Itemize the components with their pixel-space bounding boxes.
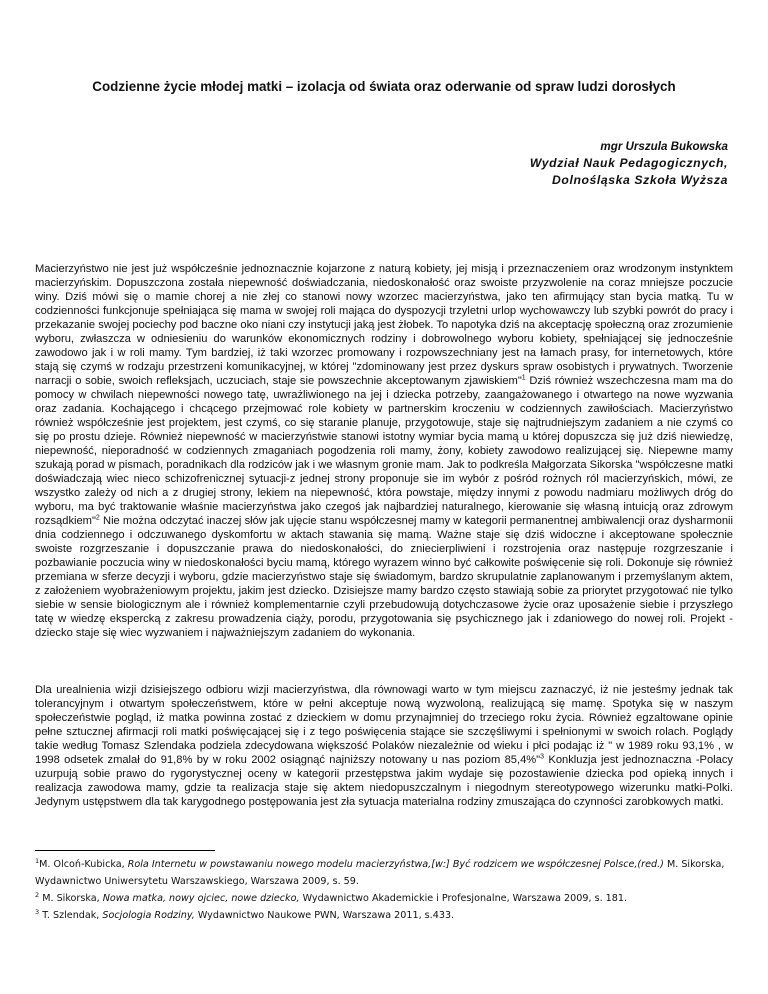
footnote-text: M. Sikorska, [39,893,103,904]
paragraph-text: Nie można odczytać inaczej słów jak ujęcie stanu współczesnej mamy w kategorii permanentnej ambiwalencji oraz dysharmonii dnia codziennego i odczuwanego dyskomfortu w aktach stawania się mamą. Ważne staje się dziś widoczne i akceptowane społecznie swoiste rozgrzeszanie i dopuszczanie prawa do niedoskonałości, do zniecierpliwieni i rozstrojenia oraz następuje rozgrzeszanie i pozbawianie poczucia winy w niedoskonałości byciu mamą, którego wyrazem winno być całkowite poświęcenie się roli. Dokonuje się również przemiana w sferze decyzji i wyboru, gdzie macierzyństwo staje się świadomym, bardzo skrupulatnie zaplanowanym i przemyślanym aktem, z założeniem wyobrażeniowym projektu, jakim jest dziecko. Dzisiejsze mamy bardzo często stawiają sobie za priorytet przygotować nie tylko siebie w sensie biologicznym ale i również komplementarnie czyli przebudowują dotychczasowe życie oraz uposażenie siebie i przyszłego tatę w wiedzę ekspercką z zakresu prowadzenia ciąży, porodu, przygotowania się psychicznego jak i zdaniowego do nowej roli. Projekt - dziecko staje się wiec wyzwaniem i najważniejszym zadaniem do wykonania. [35,515,733,639]
footnotes [35,856,733,924]
affiliation-school: Dolnośląska Szkoła Wyższa [552,173,728,187]
footnote-text: T. Szlendak, [39,910,103,921]
paragraph-text: Konkluzja jest jednoznaczna -Polacy uzurpują sobie prawo do rygorystycznej oceny w kategorii przestępstwa jakim wydaje się pozostawienie dziecka pod opieką innych i realizacja zawodowa mamy, gdzie ta realizacja staje się aktem niedopuszczalnym i niegodnym stereotypowego wizerunku matki-Polki. Jedynym ustępstwem dla tak karygodnego postępowania jest zła sytuacja materialna rodziny zmuszająca do czynności zarobkowych matki. [35,754,733,808]
affiliation-faculty: Wydział Nauk Pedagogicznych, [529,156,728,170]
footnote-number: 3 [35,907,40,916]
footnote-1 [35,856,733,890]
author-block [308,138,728,189]
footnote-text: M. Olcoń-Kubicka, [39,859,128,870]
footnote-text: Wydawnictwo Akademickie i Profesjonalne, Warszawa 2009, s. 181. [299,893,628,904]
footnote-3 [35,907,733,924]
footnote-ref-1[interactable]: 1 [521,374,526,382]
footnote-text: M. Sikorska, Wydawnictwo Uniwersytetu Warszawskiego, Warszawa 2009, s. 59. [35,859,725,887]
footnote-number: 1 [35,856,40,865]
footnote-text: Wydawnictwo Naukowe PWN, Warszawa 2011, s.433. [194,910,455,921]
footnote-separator [35,850,215,851]
footnote-2 [35,890,733,907]
footnote-ref-2[interactable]: 2 [95,514,100,522]
body-paragraph-1 [35,262,733,640]
paragraph-text: Dziś również wszechczesna mam ma do pomocy w chwilach niepewności nowego tatę, uwrażliwionego na jej i dziecka potrzeby, zaangażowanego i otwartego na nowe wyzwania oraz zadania. Kochającego i chcącego przejmować role kobiety w partnerskim kroczeniu w codziennych zawiłościach. Macierzyństwo również współcześnie jest projektem, jest czymś, co się staranie planuje, przygotowuje, staje się najtrudniejszym zadaniem a nie czymś co się po prostu dzieje. Również niepewność w macierzyństwie stanowi istotny wymiar bycia mamą u której dopuszcza się już dziś niewiedzę, niepewność, nieporadność w codziennych zmaganiach pogodzenia roli mamy, żony, kobiety zawodowo realizującej się. Niepewne mamy szukają porad w pismach, poradnikach dla rodziców jak i we własnym gronie mam. Jak to podkreśla Małgorzata Sikorska "współczesne matki doświadczają wiec nieco schizofrenicznej sytuacji-z jednej strony proponuje sie im wybór z pośród rożnych ról macierzyńskich, mówi, ze wszystko zależy od nich a z drugiej strony, lekiem na niepewność, która powstaje, między innymi z powodu nadmiaru możliwych dróg do wyboru, ma być traktowanie właśnie macierzyństwa jako czegoś jak najbardziej naturalnego, kierowanie się własną intuicją oraz zdrowym rozsądkiem" [35,375,734,527]
body-paragraph-2 [35,683,733,809]
paragraph-text: Macierzyństwo nie jest już współcześnie jednoznacznie kojarzone z naturą kobiety, jej misją i przeznaczeniem oraz wrodzonym instynktem macierzyńskim. Dopuszczona została niepewność doświadczania, niedoskonałość oraz swoiste przyzwolenie na coraz mniejsze poczucie winy. Dziś mówi się o mamie chorej a nie złej co stanowi nowy wzorzec macierzyństwa, jako ten afirmujący stan bycia matką. Tu w codzienności funkcjonuje spełniająca się mama w swojej roli mająca do dyspozycji trzyletni urlop wychowawczy lub szybki powrót do pracy i przekazanie swojej pociechy pod baczne oko niani czy instytucji jaką jest żłobek. To napotyka dziś na akceptację społeczną oraz zrozumienie wyboru, zwłaszcza w odniesieniu do warunków ekonomicznych rodziny i dobrowolnego wyboru kobiety, spełniającej się jednocześnie zawodowo jak i w roli mamy. Tym bardziej, iż taki wzorzec promowany i rozpowszechniany jest na łamach prasy, for internetowych, które stają się czymś w rodzaju przestrzeni komunikacyjnej, w której "zdominowany jest przez dyskurs spraw osobistych i prywatnych. Tworzenie narracji o sobie, swoich refleksjach, uczuciach, staje sie powszechnie akceptowanym zjawiskiem" [35,263,733,387]
paragraph-text: Dla urealnienia wizji dzisiejszego odbioru wizji macierzyństwa, dla równowagi warto w tym miejscu zaznaczyć, iż nie jesteśmy jednak tak tolerancyjnym i otwartym społeczeństwem, które w pełni akceptuje nową wyzwoloną, realizującą się mamę. Spotyka się w naszym społeczeństwie pogląd, iż matka powinna zostać z dzieckiem w domu przynajmniej do trzeciego roku życia. Również egzaltowane opinie pełne sztucznej afirmacji roli matki poświęcającej się i z tego poświęcenia stające sie szczęśliwymi i spełnionymi w swoich rolach. Poglądy takie według Tomasz Szlendaka podziela zdecydowana większość Polaków niezależnie od wieku i płci podając iż " w 1989 roku 93,1% , w 1998 odsetek zmalał do 91,8% by w roku 2002 osiągnąć najniższy notowany u nas poziom 85,4%" [35,684,733,766]
footnote-title: Nowa matka, nowy ojciec, nowe dziecko, [102,893,300,904]
author-name: mgr Urszula Bukowska [600,140,728,153]
footnote-title: Socjologia Rodziny, [102,910,195,921]
footnote-ref-3[interactable]: 3 [540,753,545,761]
footnote-number: 2 [35,890,40,899]
document-title: Codzienne życie młodej matki – izolacja od świata oraz oderwanie od spraw ludzi dorosłych [92,79,676,94]
footnote-title: Rola Internetu w powstawaniu nowego modelu macierzyństwa,[w:] Być rodzicem we współczesnej Polsce,(red.) [127,859,664,870]
